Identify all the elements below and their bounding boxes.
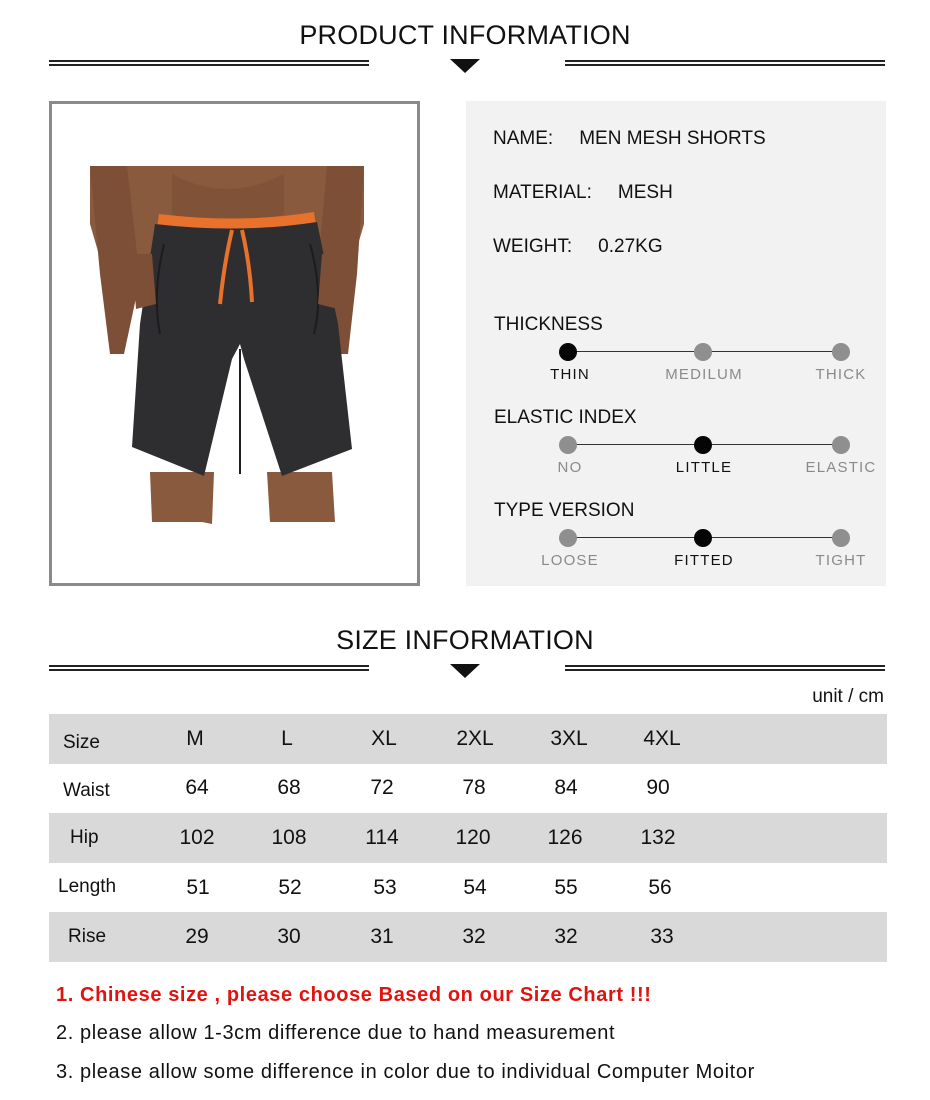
material-label: MATERIAL: [493, 182, 592, 203]
down-triangle-icon [450, 664, 480, 678]
table-cell: 54 [463, 875, 487, 899]
shorts-model-illustration [52, 104, 417, 583]
row-label: Length [58, 875, 117, 897]
table-cell: 114 [365, 825, 399, 849]
scale-dot-loose [559, 529, 577, 547]
table-cell: 84 [554, 776, 578, 800]
table-header-row [49, 714, 887, 764]
scale-dot-little [694, 436, 712, 454]
scale-dot-no [559, 436, 577, 454]
material-value: MESH [617, 182, 673, 203]
scale-label-fitted: FITTED [674, 552, 734, 569]
table-cell: 68 [277, 776, 301, 800]
header-size-4xl: 4XL [643, 726, 681, 750]
table-cell: 33 [650, 925, 674, 949]
note-size-warning: 1. Chinese size , please choose Based on our Size Chart !!! [56, 984, 652, 1006]
scale-label-loose: LOOSE [541, 552, 599, 569]
name-label: NAME: [493, 128, 554, 149]
unit-label: unit / cm [812, 686, 884, 707]
header-size-l: L [281, 726, 293, 750]
table-cell: 30 [277, 925, 301, 949]
header-size-3xl: 3XL [550, 726, 588, 750]
table-cell: 72 [370, 776, 394, 800]
table-cell: 29 [185, 925, 209, 949]
weight-value: 0.27KG [598, 236, 663, 257]
table-row [49, 813, 887, 863]
size-info-title: SIZE INFORMATION [336, 625, 594, 655]
table-cell: 120 [455, 825, 491, 849]
scale-dot-elastic [832, 436, 850, 454]
scale-label-thick: THICK [815, 366, 867, 383]
title-rule-right [565, 60, 885, 66]
header-size-label: Size [63, 731, 100, 753]
note-color: 3. please allow some difference in color due to individual Computer Moitor [56, 1061, 755, 1083]
table-cell: 53 [373, 875, 397, 899]
table-row [49, 863, 887, 913]
table-cell: 51 [186, 875, 210, 899]
table-cell: 108 [271, 825, 307, 849]
size-rule-right [565, 665, 885, 671]
scale-title-thickness: THICKNESS [494, 314, 603, 335]
scale-dot-fitted [694, 529, 712, 547]
table-cell: 126 [547, 825, 583, 849]
scale-dot-thin [559, 343, 577, 361]
product-photo [49, 101, 420, 586]
row-label: Hip [70, 826, 99, 848]
weight-label: WEIGHT: [493, 236, 573, 257]
spec-weight [493, 236, 663, 258]
row-label: Rise [68, 926, 107, 948]
header-size-xl: XL [371, 726, 397, 750]
table-row [49, 912, 887, 962]
scale-label-little: LITTLE [675, 459, 733, 476]
spec-material [493, 182, 673, 204]
scale-dot-tight [832, 529, 850, 547]
scale-title-type-version: TYPE VERSION [494, 500, 635, 521]
header-size-2xl: 2XL [456, 726, 494, 750]
table-cell: 32 [462, 925, 486, 949]
scale-label-medium: MEDILUM [665, 366, 743, 383]
table-cell: 52 [278, 875, 302, 899]
table-cell: 32 [554, 925, 578, 949]
table-cell: 78 [462, 776, 486, 800]
product-info-title: PRODUCT INFORMATION [299, 20, 631, 50]
table-cell: 102 [179, 825, 215, 849]
table-cell: 31 [370, 925, 394, 949]
name-value: MEN MESH SHORTS [579, 128, 766, 149]
down-triangle-icon [450, 59, 480, 73]
table-cell: 55 [554, 875, 578, 899]
scale-label-no: NO [557, 459, 583, 476]
row-label: Waist [63, 780, 110, 802]
scale-label-tight: TIGHT [815, 552, 867, 569]
spec-name [493, 128, 766, 150]
scale-dot-thick [832, 343, 850, 361]
size-rule-left [49, 665, 369, 671]
table-cell: 132 [640, 825, 676, 849]
table-cell: 56 [648, 875, 672, 899]
title-rule-left [49, 60, 369, 66]
table-row [49, 764, 887, 814]
scale-dot-medium [694, 343, 712, 361]
table-cell: 90 [646, 776, 670, 800]
header-size-m: M [186, 726, 204, 750]
scale-title-elastic-index: ELASTIC INDEX [494, 407, 637, 428]
table-cell: 64 [185, 776, 209, 800]
scale-label-elastic: ELASTIC [805, 459, 877, 476]
spec-panel [466, 101, 886, 586]
note-measurement: 2. please allow 1-3cm difference due to hand measurement [56, 1022, 616, 1044]
scale-label-thin: THIN [550, 366, 590, 383]
size-table [49, 714, 887, 962]
